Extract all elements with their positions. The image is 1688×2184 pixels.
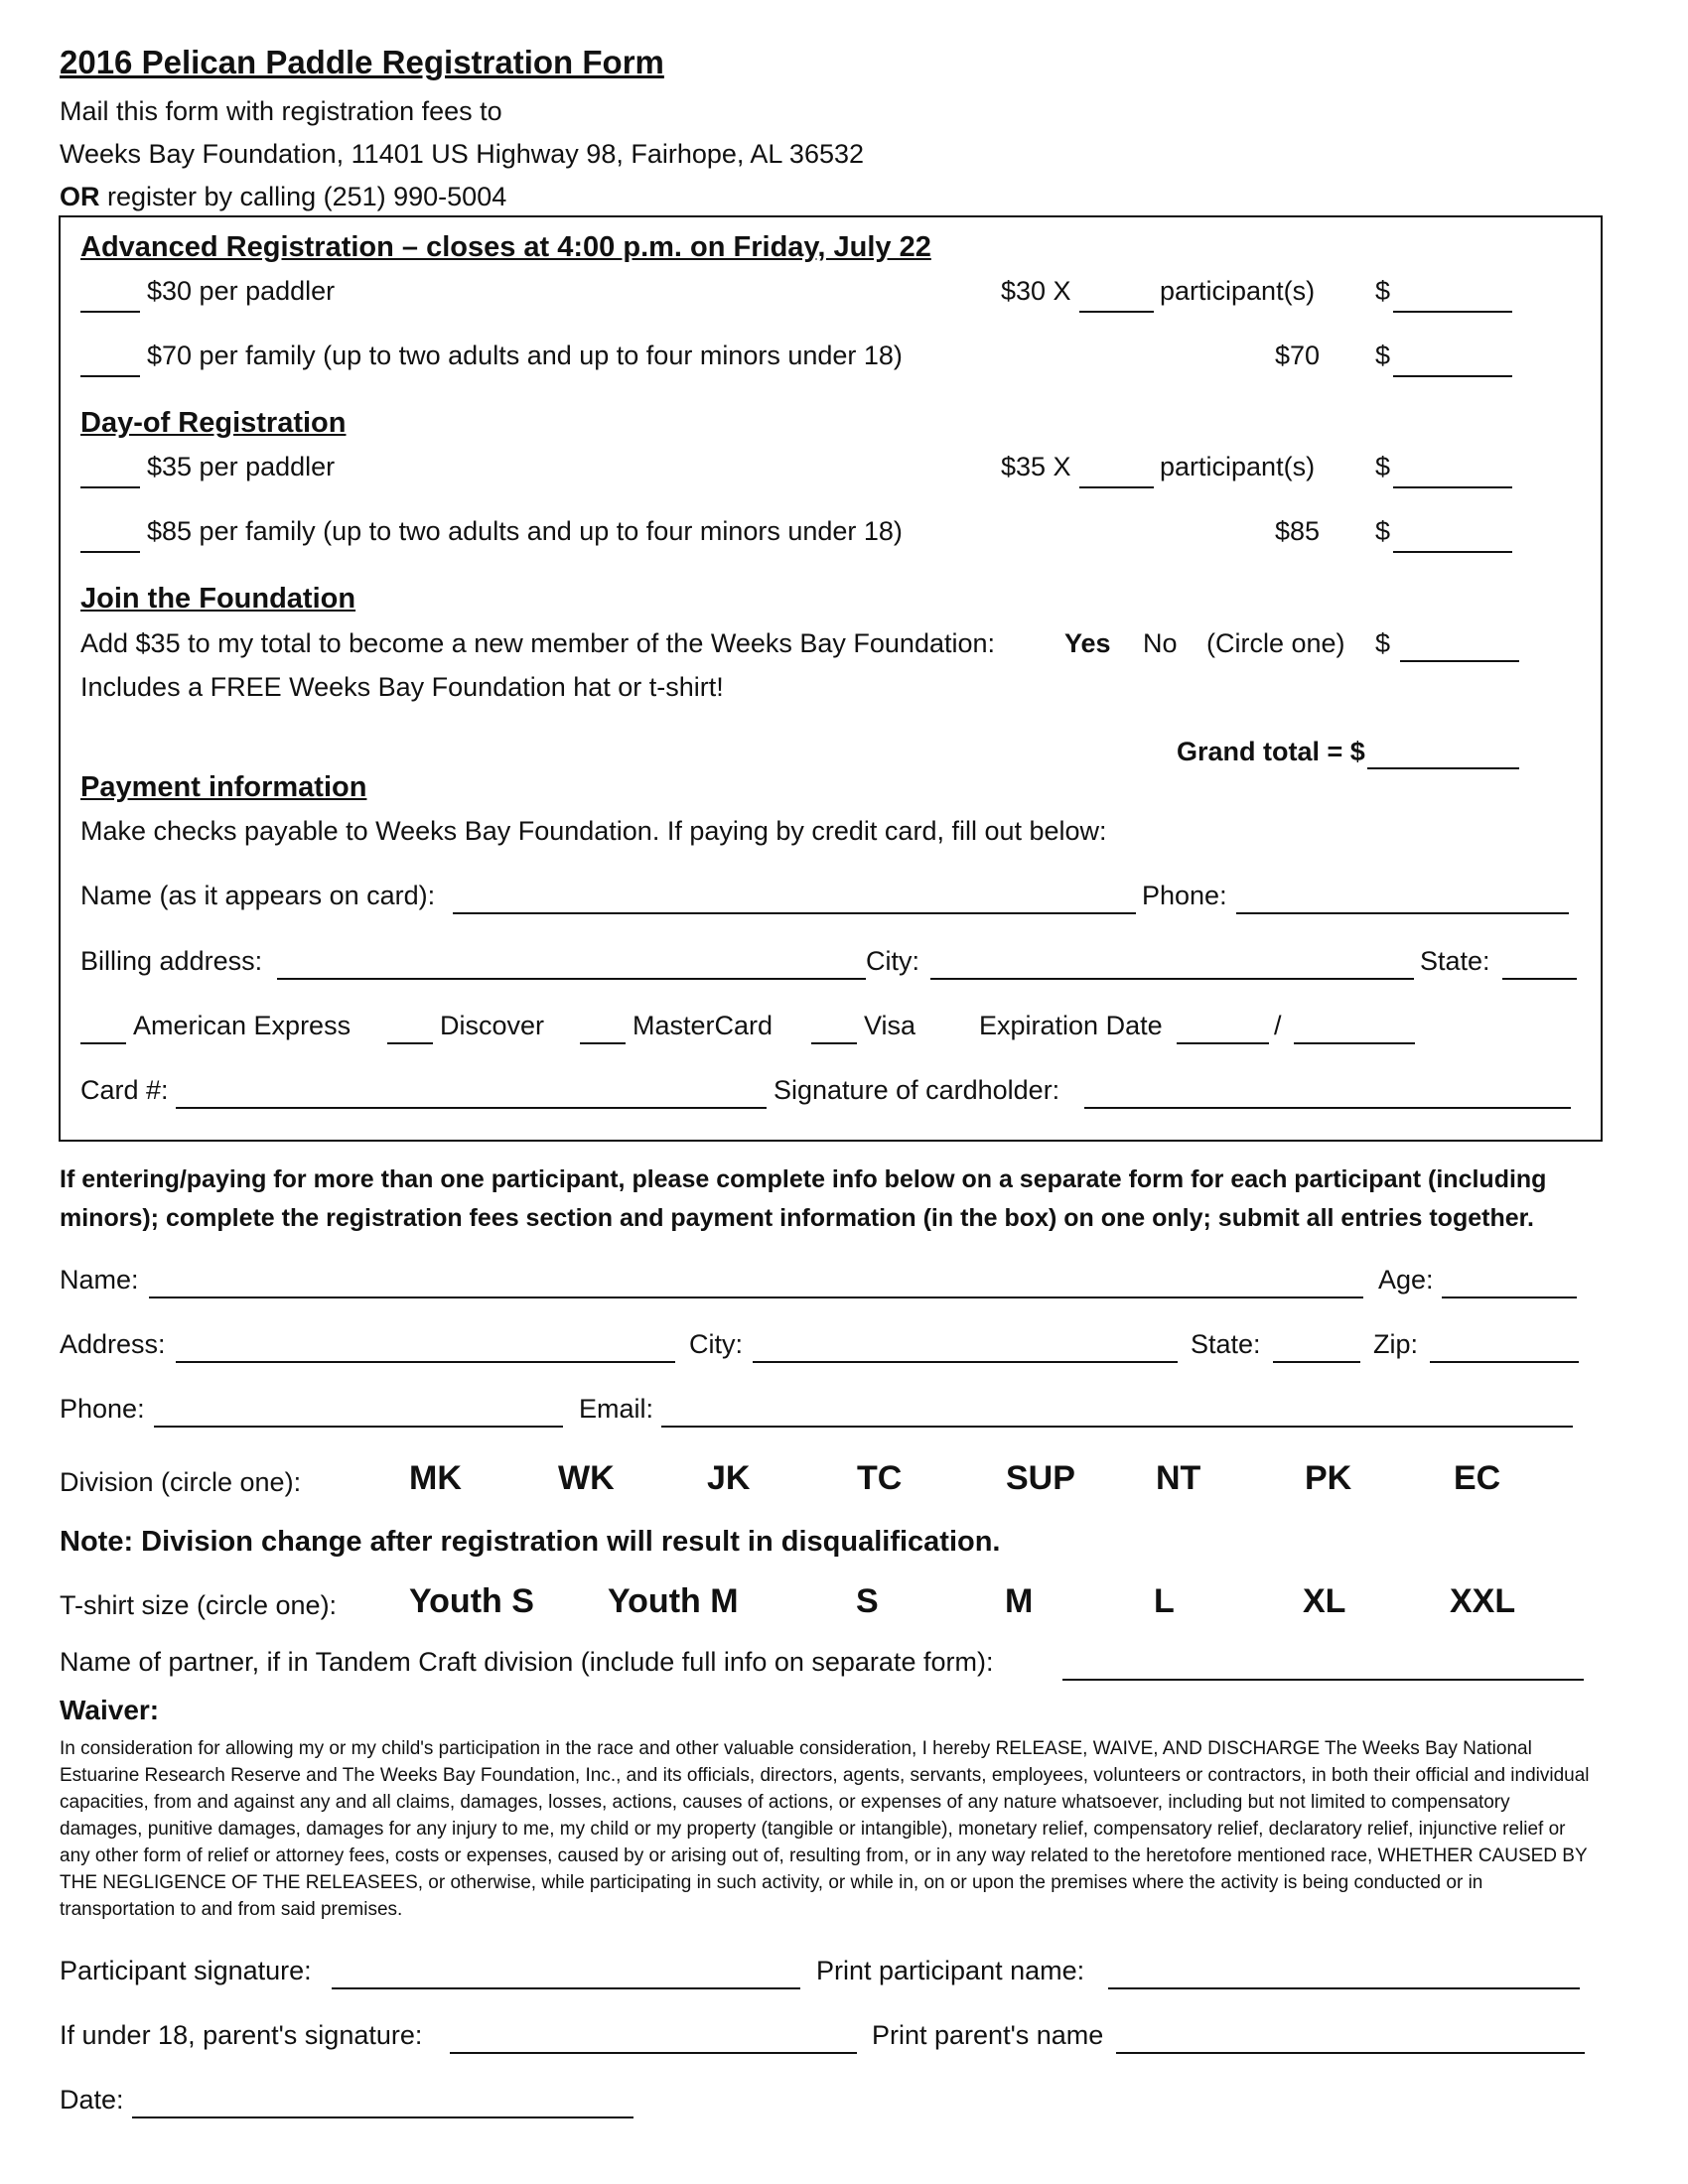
division-option-ec[interactable]: EC: [1454, 1459, 1501, 1497]
participant-state-label: State:: [1191, 1329, 1261, 1359]
membership-circle-instruction: (Circle one): [1206, 628, 1345, 658]
participant-zip-label: Zip:: [1373, 1329, 1419, 1359]
mastercard-check-blank[interactable]: [580, 1042, 626, 1044]
dayof-family-check-blank[interactable]: [80, 551, 140, 553]
discover-label: Discover: [440, 1011, 545, 1040]
participant-signature-label: Participant signature:: [60, 1956, 312, 1985]
visa-label: Visa: [864, 1011, 916, 1040]
membership-includes-text: Includes a FREE Weeks Bay Foundation hat or t-shirt!: [80, 672, 724, 702]
membership-no-option[interactable]: No: [1143, 628, 1178, 658]
participant-city-label: City:: [689, 1329, 743, 1359]
advanced-participants-label: participant(s): [1160, 276, 1316, 306]
advanced-family-label: $70 per family (up to two adults and up to four minors under 18): [147, 341, 903, 370]
division-option-nt[interactable]: NT: [1156, 1459, 1201, 1497]
dayof-family-label: $85 per family (up to two adults and up to four minors under 18): [147, 516, 903, 546]
expiration-month-field[interactable]: [1177, 1042, 1269, 1044]
notice-line-2: minors); complete the registration fees section and payment information (in the box) on one only; submit all entries together.: [60, 1204, 1534, 1232]
parent-signature-label: If under 18, parent's signature:: [60, 2020, 423, 2050]
membership-amount-blank[interactable]: [1400, 660, 1519, 662]
membership-yes-option[interactable]: Yes: [1064, 628, 1111, 658]
print-parent-name-field[interactable]: [1116, 2052, 1585, 2054]
division-option-tc[interactable]: TC: [857, 1459, 903, 1497]
amex-check-blank[interactable]: [80, 1042, 126, 1044]
card-number-field[interactable]: [176, 1107, 767, 1109]
cardholder-signature-label: Signature of cardholder:: [774, 1075, 1060, 1105]
advanced-paddler-multiplier: $30 X: [1001, 276, 1071, 306]
participant-age-label: Age:: [1378, 1265, 1434, 1295]
dayof-participants-label: participant(s): [1160, 452, 1316, 481]
tandem-partner-label: Name of partner, if in Tandem Craft division (include full info on separate form):: [60, 1647, 994, 1677]
mail-instructions: Mail this form with registration fees to: [60, 96, 502, 126]
division-label: Division (circle one):: [60, 1467, 302, 1497]
participant-age-field[interactable]: [1442, 1297, 1577, 1298]
dayof-paddler-amount-blank[interactable]: [1393, 486, 1512, 488]
mastercard-label: MasterCard: [633, 1011, 774, 1040]
advanced-paddler-label: $30 per paddler: [147, 276, 336, 306]
tshirt-option-youth-m[interactable]: Youth M: [608, 1582, 739, 1620]
advanced-family-amount-blank[interactable]: [1393, 375, 1512, 377]
tshirt-option-l[interactable]: L: [1154, 1582, 1175, 1620]
dayof-paddler-check-blank[interactable]: [80, 486, 140, 488]
participant-address-field[interactable]: [176, 1361, 675, 1363]
division-option-pk[interactable]: PK: [1305, 1459, 1352, 1497]
participant-address-label: Address:: [60, 1329, 166, 1359]
print-parent-name-label: Print parent's name: [872, 2020, 1104, 2050]
dayof-participant-count-blank[interactable]: [1079, 486, 1154, 488]
expiration-year-field[interactable]: [1294, 1042, 1415, 1044]
dayof-family-dollar: $: [1375, 516, 1391, 546]
advanced-registration-heading: Advanced Registration – closes at 4:00 p.m. on Friday, July 22: [80, 231, 931, 263]
expiration-slash: /: [1274, 1011, 1282, 1040]
participant-zip-field[interactable]: [1430, 1361, 1579, 1363]
cardholder-signature-field[interactable]: [1084, 1107, 1571, 1109]
advanced-family-price: $70: [1275, 341, 1321, 370]
division-change-note: Note: Division change after registration will result in disqualification.: [60, 1526, 1001, 1558]
tandem-partner-field[interactable]: [1062, 1679, 1584, 1681]
join-foundation-heading: Join the Foundation: [80, 583, 356, 614]
dayof-paddler-label: $35 per paddler: [147, 452, 336, 481]
tshirt-size-label: T-shirt size (circle one):: [60, 1590, 338, 1620]
billing-state-field[interactable]: [1502, 978, 1577, 980]
dayof-paddler-dollar: $: [1375, 452, 1391, 481]
participant-name-field[interactable]: [149, 1297, 1363, 1298]
division-option-sup[interactable]: SUP: [1006, 1459, 1075, 1497]
billing-address-field[interactable]: [277, 978, 866, 980]
advanced-family-dollar: $: [1375, 341, 1391, 370]
participant-phone-field[interactable]: [154, 1426, 563, 1428]
participant-name-label: Name:: [60, 1265, 139, 1295]
membership-dollar: $: [1375, 628, 1391, 658]
dayof-family-amount-blank[interactable]: [1393, 551, 1512, 553]
checks-payable-text: Make checks payable to Weeks Bay Foundation. If paying by credit card, fill out below:: [80, 816, 1107, 846]
tshirt-option-youth-s[interactable]: Youth S: [409, 1582, 534, 1620]
mailing-address: Weeks Bay Foundation, 11401 US Highway 98, Fairhope, AL 36532: [60, 139, 865, 169]
discover-check-blank[interactable]: [387, 1042, 433, 1044]
advanced-paddler-check-blank[interactable]: [80, 311, 140, 313]
division-option-jk[interactable]: JK: [707, 1459, 751, 1497]
tshirt-option-s[interactable]: S: [856, 1582, 879, 1620]
division-option-mk[interactable]: MK: [409, 1459, 462, 1497]
dayof-family-price: $85: [1275, 516, 1321, 546]
participant-email-field[interactable]: [661, 1426, 1573, 1428]
waiver-heading: Waiver:: [60, 1695, 160, 1725]
grand-total-label: Grand total = $: [1177, 737, 1365, 766]
participant-signature-field[interactable]: [332, 1987, 800, 1989]
dayof-registration-heading: Day-of Registration: [80, 407, 347, 439]
billing-city-field[interactable]: [930, 978, 1414, 980]
parent-signature-field[interactable]: [450, 2052, 857, 2054]
date-field[interactable]: [132, 2116, 633, 2118]
visa-check-blank[interactable]: [811, 1042, 857, 1044]
advanced-paddler-amount-blank[interactable]: [1393, 311, 1512, 313]
tshirt-option-xl[interactable]: XL: [1303, 1582, 1346, 1620]
card-number-label: Card #:: [80, 1075, 169, 1105]
card-name-label: Name (as it appears on card):: [80, 881, 436, 910]
tshirt-option-xxl[interactable]: XXL: [1450, 1582, 1516, 1620]
notice-line-1: If entering/paying for more than one participant, please complete info below on a separate form for each participant (including: [60, 1165, 1547, 1193]
billing-city-label: City:: [866, 946, 919, 976]
billing-state-label: State:: [1420, 946, 1490, 976]
phone-registration-line: [60, 182, 506, 212]
advanced-family-check-blank[interactable]: [80, 375, 140, 377]
participant-phone-label: Phone:: [60, 1394, 145, 1424]
or-label: OR: [60, 182, 100, 211]
payment-info-heading: Payment information: [80, 771, 367, 803]
participant-state-field[interactable]: [1273, 1361, 1360, 1363]
waiver-text: In consideration for allowing my or my child's participation in the race and other valuable consideration, I hereby RELEASE, WAIVE, AND DISCHARGE The Weeks Bay National Estuarine Research Reserve and The Weeks Bay Foundation, Inc., and its officials, directors, agents, servants, employees, volunteers or contractors, in both their official and individual capacities, from and against any and all claims, damages, losses, actions, causes of actions, or expenses of any nature whatsoever, including but not limited to compensatory damages, punitive damages, damages for any injury to me, my child or my property (tangible or intangible), monetary relief, compensatory relief, declaratory relief, injunctive relief or any other form of relief or attorney fees, costs or expenses, caused by or arising out of, resulting from, or in any way related to the heretofore mentioned race, WHETHER CAUSED BY THE NEGLIGENCE OF THE RELEASEES, or otherwise, while participating in such activity, or while in, on or upon the premises where the activity is being conducted or in transportation to and from said premises.: [60, 1738, 1590, 1920]
print-participant-name-label: Print participant name:: [816, 1956, 1085, 1985]
dayof-paddler-multiplier: $35 X: [1001, 452, 1071, 481]
date-label: Date:: [60, 2085, 124, 2115]
card-phone-field[interactable]: [1236, 912, 1569, 914]
print-participant-name-field[interactable]: [1108, 1987, 1580, 1989]
grand-total-blank[interactable]: [1367, 767, 1519, 769]
form-title: 2016 Pelican Paddle Registration Form: [60, 44, 664, 80]
amex-label: American Express: [133, 1011, 352, 1040]
billing-address-label: Billing address:: [80, 946, 263, 976]
multi-participant-notice: [60, 1160, 1546, 1238]
tshirt-option-m[interactable]: M: [1005, 1582, 1034, 1620]
advanced-participant-count-blank[interactable]: [1079, 311, 1154, 313]
participant-email-label: Email:: [579, 1394, 654, 1424]
call-text: register by calling (251) 990-5004: [99, 182, 507, 211]
card-phone-label: Phone:: [1142, 881, 1227, 910]
advanced-paddler-dollar: $: [1375, 276, 1391, 306]
participant-city-field[interactable]: [753, 1361, 1178, 1363]
membership-text: Add $35 to my total to become a new member of the Weeks Bay Foundation:: [80, 628, 996, 658]
division-option-wk[interactable]: WK: [558, 1459, 615, 1497]
card-name-field[interactable]: [453, 912, 1136, 914]
expiration-date-label: Expiration Date: [979, 1011, 1163, 1040]
